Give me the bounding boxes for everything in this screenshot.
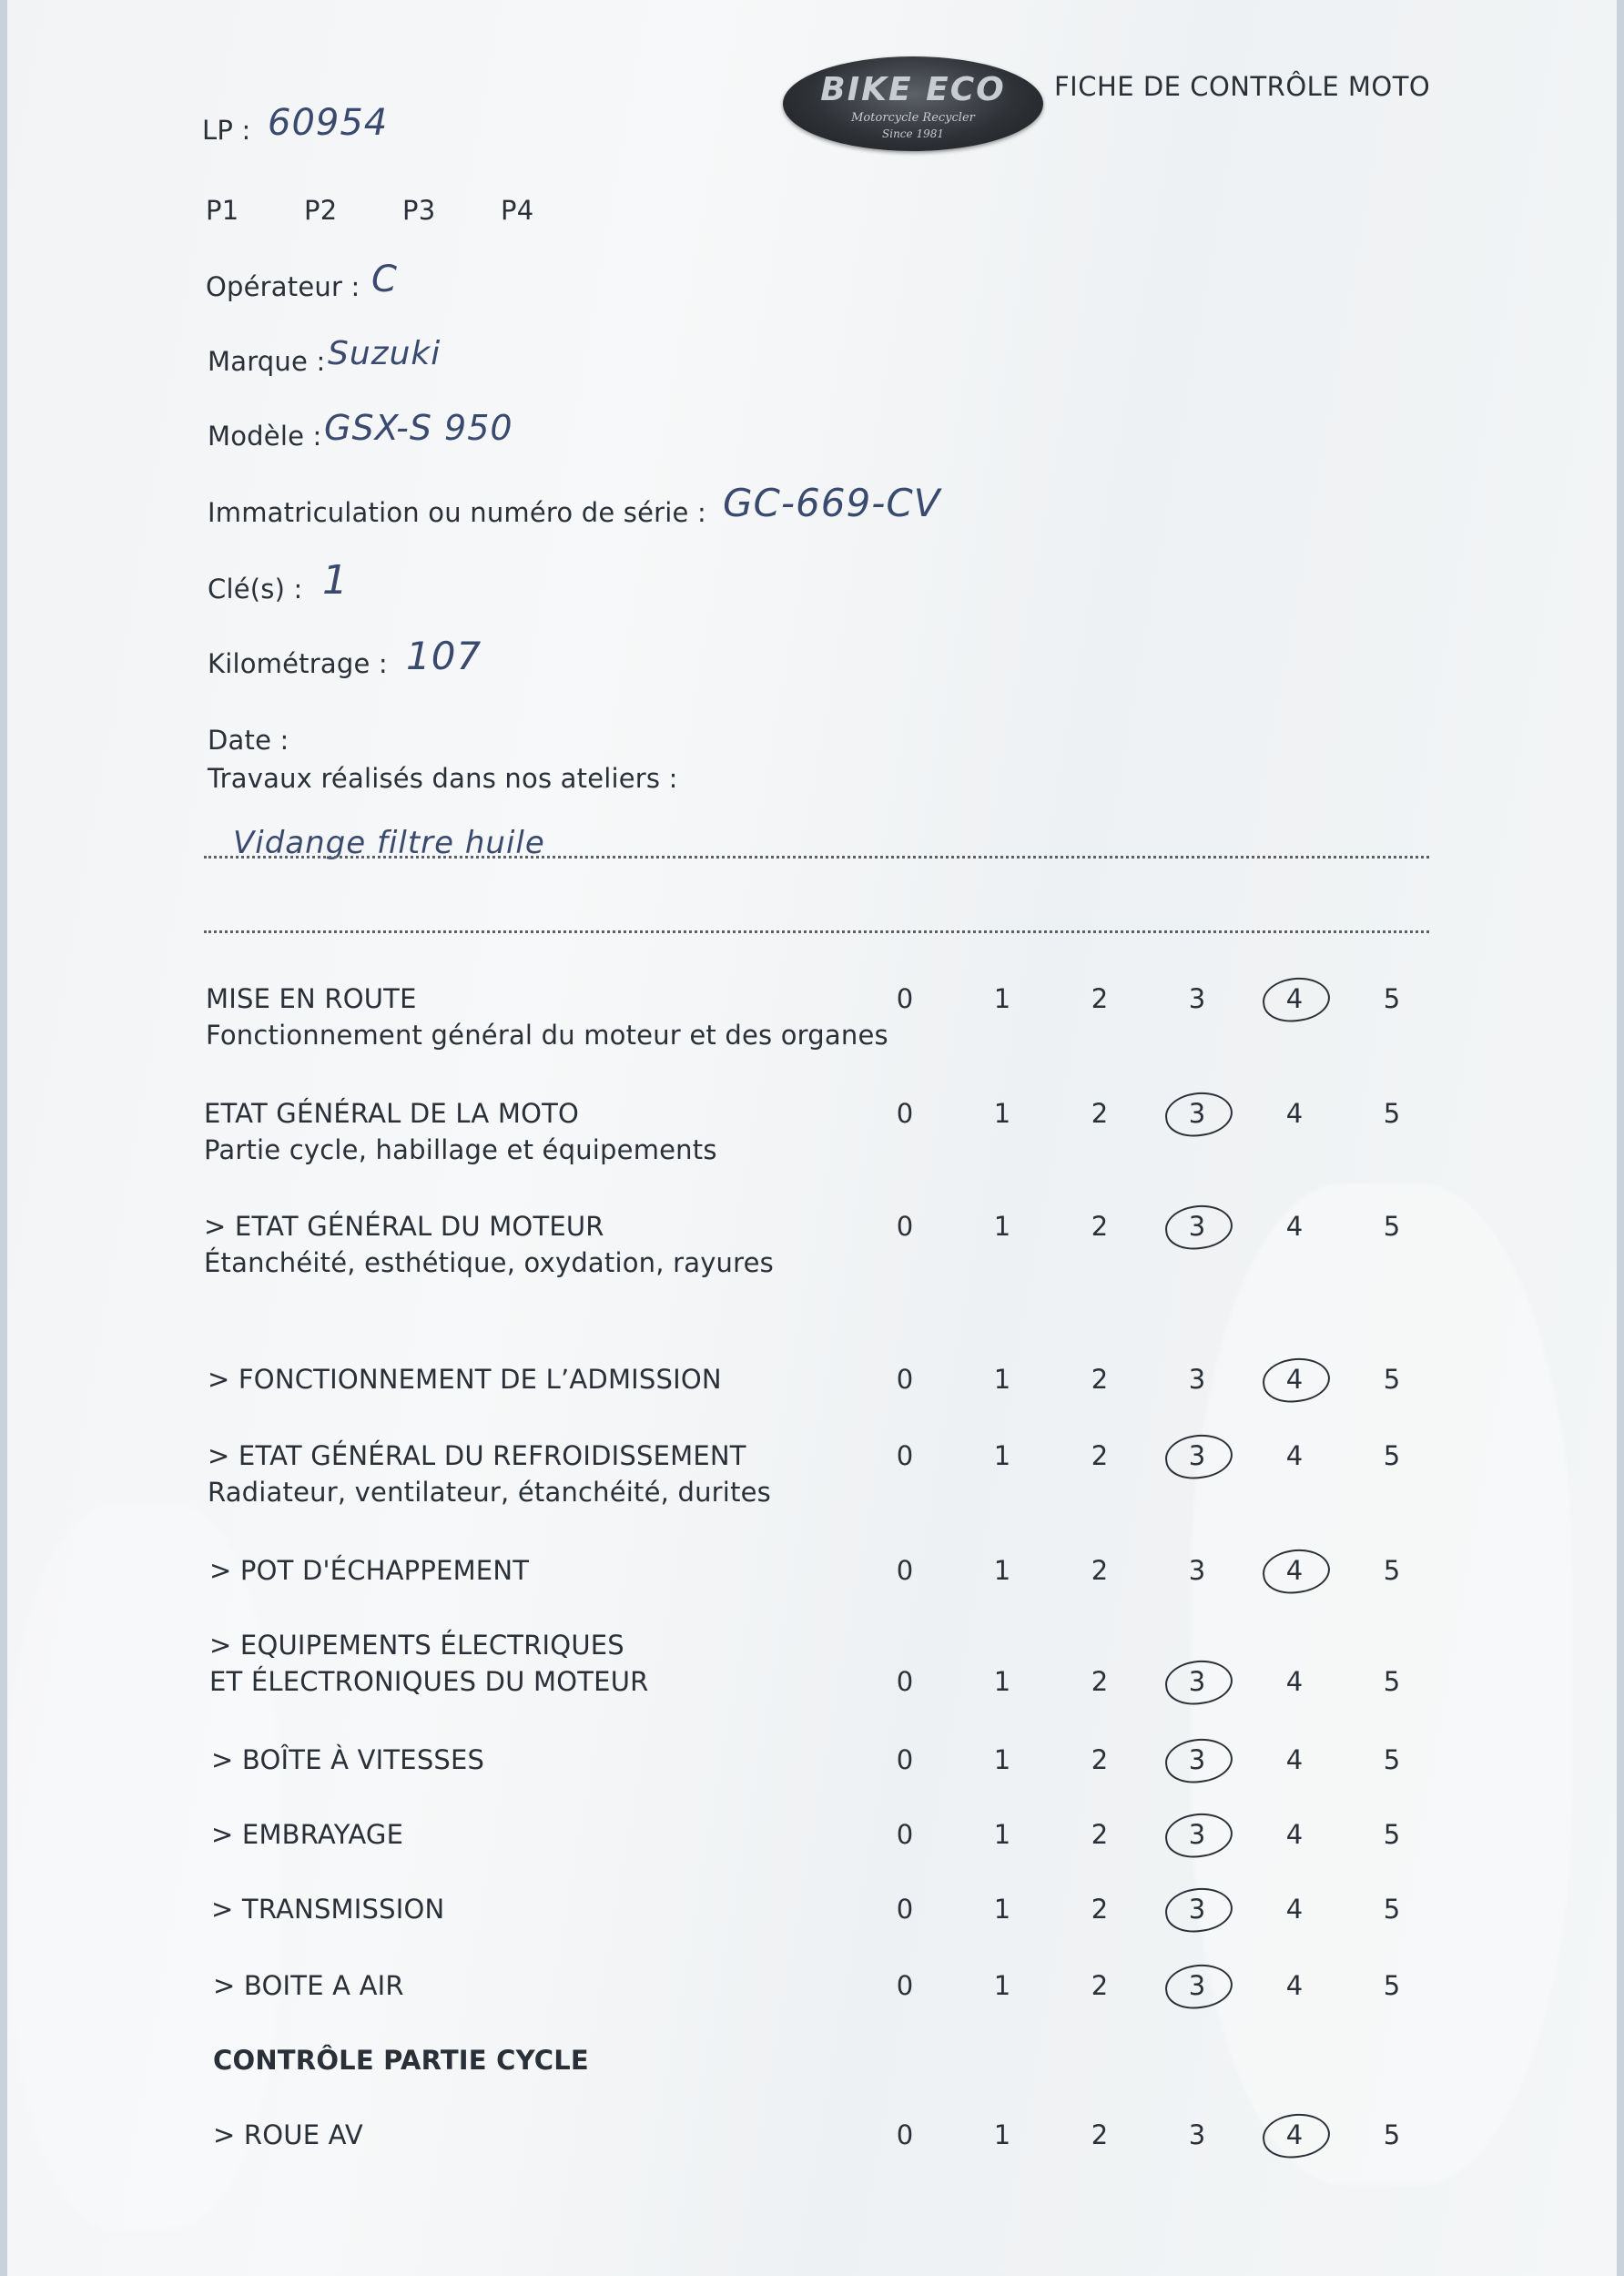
lp-value[interactable]: 60954: [268, 102, 389, 144]
rating-row-10-score-5[interactable]: 5: [1383, 1894, 1401, 1925]
section-title: CONTRÔLE PARTIE CYCLE: [213, 2045, 589, 2076]
rating-row-3-subtitle: Étanchéité, esthétique, oxydation, rayures: [204, 1247, 774, 1278]
rating-row-5-title: > ETAT GÉNÉRAL DU REFROIDISSEMENT: [208, 1440, 746, 1471]
rating-row-10-score-4[interactable]: 4: [1285, 1894, 1304, 1925]
logo-main-text: BIKE ECO: [820, 71, 1006, 108]
rating-row-11-score-5[interactable]: 5: [1383, 1970, 1401, 2001]
rating-row-5-subtitle: Radiateur, ventilateur, étanchéité, durites: [208, 1477, 771, 1508]
operateur-value[interactable]: C: [371, 259, 398, 300]
rating-row-2-score-5[interactable]: 5: [1383, 1098, 1401, 1129]
rating-row-1-score-1[interactable]: 1: [993, 983, 1011, 1014]
rating-row-10-score-1[interactable]: 1: [993, 1894, 1011, 1925]
rating-row-7-score-3[interactable]: 3: [1188, 1666, 1206, 1697]
rating-row-1-score-4[interactable]: 4: [1285, 983, 1304, 1014]
rating-row-8-score-5[interactable]: 5: [1383, 1744, 1401, 1775]
cles-value[interactable]: 1: [322, 557, 349, 604]
rating-row-9-score-3[interactable]: 3: [1188, 1819, 1206, 1850]
rating-row-9-score-5[interactable]: 5: [1383, 1819, 1401, 1850]
rating-row-8-score-1[interactable]: 1: [993, 1744, 1011, 1775]
rating-row-9-score-1[interactable]: 1: [993, 1819, 1011, 1850]
operateur-label: Opérateur :: [206, 271, 360, 302]
rating-row-11-title: > BOITE A AIR: [213, 1970, 404, 2001]
modele-value[interactable]: GSX-S 950: [324, 408, 513, 448]
rating-row-11-score-2[interactable]: 2: [1091, 1970, 1109, 2001]
rating-row-9-score-0[interactable]: 0: [896, 1819, 914, 1850]
logo-sub-text: Motorcycle Recycler: [851, 111, 975, 125]
rating-row-7-title: > EQUIPEMENTS ÉLECTRIQUES: [209, 1630, 624, 1661]
rating-row-4-score-2[interactable]: 2: [1091, 1364, 1109, 1395]
rating-row-3-score-4[interactable]: 4: [1285, 1211, 1304, 1242]
travaux-note[interactable]: Vidange filtre huile: [233, 825, 545, 861]
cycle-row-1-score-1[interactable]: 1: [993, 2119, 1011, 2150]
lp-label: LP :: [202, 115, 251, 146]
rating-row-7-score-4[interactable]: 4: [1285, 1666, 1304, 1697]
cycle-row-1-score-0[interactable]: 0: [896, 2119, 914, 2150]
bike-eco-logo: [783, 56, 1043, 151]
rating-row-4-score-1[interactable]: 1: [993, 1364, 1011, 1395]
rating-row-6-score-5[interactable]: 5: [1383, 1555, 1401, 1586]
rating-row-2-score-4[interactable]: 4: [1285, 1098, 1304, 1129]
rating-row-4-score-0[interactable]: 0: [896, 1364, 914, 1395]
rating-row-10-score-3[interactable]: 3: [1188, 1894, 1206, 1925]
marque-value[interactable]: Suzuki: [328, 335, 442, 372]
rating-row-2-subtitle: Partie cycle, habillage et équipements: [204, 1134, 717, 1165]
rating-row-3-score-0[interactable]: 0: [896, 1211, 914, 1242]
rating-row-9-score-2[interactable]: 2: [1091, 1819, 1109, 1850]
rating-row-7-score-2[interactable]: 2: [1091, 1666, 1109, 1697]
rating-row-5-score-2[interactable]: 2: [1091, 1440, 1109, 1471]
rating-row-5-score-3[interactable]: 3: [1188, 1440, 1206, 1471]
rating-row-1-score-5[interactable]: 5: [1383, 983, 1401, 1014]
rating-row-6-title: > POT D'ÉCHAPPEMENT: [209, 1555, 530, 1586]
rating-row-4-title: > FONCTIONNEMENT DE L’ADMISSION: [208, 1364, 722, 1395]
cycle-row-1-score-3[interactable]: 3: [1188, 2119, 1206, 2150]
rating-row-10-title: > TRANSMISSION: [211, 1894, 445, 1925]
cycle-row-1-title: > ROUE AV: [213, 2119, 363, 2150]
logo-since-text: Since 1981: [882, 127, 944, 140]
modele-label: Modèle :: [208, 421, 322, 452]
rating-row-11-score-4[interactable]: 4: [1285, 1970, 1304, 2001]
rating-row-10-score-0[interactable]: 0: [896, 1894, 914, 1925]
immatriculation-value[interactable]: GC-669-CV: [723, 481, 941, 525]
rating-row-2-score-0[interactable]: 0: [896, 1098, 914, 1129]
rating-row-11-score-0[interactable]: 0: [896, 1970, 914, 2001]
rating-row-3-score-3[interactable]: 3: [1188, 1211, 1206, 1242]
rating-row-5-score-1[interactable]: 1: [993, 1440, 1011, 1471]
cycle-row-1-score-5[interactable]: 5: [1383, 2119, 1401, 2150]
rating-row-5-score-0[interactable]: 0: [896, 1440, 914, 1471]
rating-row-7-subtitle: ET ÉLECTRONIQUES DU MOTEUR: [209, 1666, 649, 1697]
rating-row-2-score-3[interactable]: 3: [1188, 1098, 1206, 1129]
rating-row-10-score-2[interactable]: 2: [1091, 1894, 1109, 1925]
rating-row-2-score-1[interactable]: 1: [993, 1098, 1011, 1129]
rating-row-6-score-1[interactable]: 1: [993, 1555, 1011, 1586]
rating-row-3-score-2[interactable]: 2: [1091, 1211, 1109, 1242]
p-option-1[interactable]: P1: [206, 195, 239, 226]
sheet-title: FICHE DE CONTRÔLE MOTO: [1054, 71, 1431, 102]
rating-row-7-score-1[interactable]: 1: [993, 1666, 1011, 1697]
rating-row-4-score-3[interactable]: 3: [1188, 1364, 1206, 1395]
rating-row-6-score-0[interactable]: 0: [896, 1555, 914, 1586]
rating-row-11-score-3[interactable]: 3: [1188, 1970, 1206, 2001]
rating-row-8-score-4[interactable]: 4: [1285, 1744, 1304, 1775]
marque-label: Marque :: [208, 346, 326, 377]
rating-row-1-title: MISE EN ROUTE: [206, 983, 417, 1014]
p-option-4[interactable]: P4: [501, 195, 534, 226]
rating-row-8-score-0[interactable]: 0: [896, 1744, 914, 1775]
rating-row-1-score-2[interactable]: 2: [1091, 983, 1109, 1014]
rating-row-6-score-2[interactable]: 2: [1091, 1555, 1109, 1586]
rating-row-4-score-5[interactable]: 5: [1383, 1364, 1401, 1395]
rating-row-2-selected-circle: [1162, 1088, 1235, 1141]
date-label: Date :: [208, 725, 289, 756]
rating-row-1-score-0[interactable]: 0: [896, 983, 914, 1014]
rating-row-1-subtitle: Fonctionnement général du moteur et des organes: [206, 1020, 888, 1051]
p-option-3[interactable]: P3: [402, 195, 436, 226]
rating-row-7-score-5[interactable]: 5: [1383, 1666, 1401, 1697]
rating-row-5-score-5[interactable]: 5: [1383, 1440, 1401, 1471]
cycle-row-1-score-4[interactable]: 4: [1285, 2119, 1304, 2150]
immatriculation-label: Immatriculation ou numéro de série :: [208, 497, 706, 528]
rating-row-4-score-4[interactable]: 4: [1285, 1364, 1304, 1395]
dotted-line-1: [204, 856, 1429, 859]
rating-row-9-score-4[interactable]: 4: [1285, 1819, 1304, 1850]
rating-row-3-score-1[interactable]: 1: [993, 1211, 1011, 1242]
dotted-line-2: [204, 930, 1429, 933]
rating-row-3-score-5[interactable]: 5: [1383, 1211, 1401, 1242]
cycle-row-1-score-2[interactable]: 2: [1091, 2119, 1109, 2150]
rating-row-6-score-3[interactable]: 3: [1188, 1555, 1206, 1586]
rating-row-8-title: > BOÎTE À VITESSES: [211, 1744, 485, 1775]
rating-row-1-score-3[interactable]: 3: [1188, 983, 1206, 1014]
rating-row-1-selected-circle: [1260, 973, 1333, 1026]
rating-row-3-title: > ETAT GÉNÉRAL DU MOTEUR: [204, 1211, 604, 1242]
rating-row-2-title: ETAT GÉNÉRAL DE LA MOTO: [204, 1098, 580, 1129]
p-option-2[interactable]: P2: [304, 195, 338, 226]
travaux-label: Travaux réalisés dans nos ateliers :: [208, 763, 678, 794]
rating-row-3-selected-circle: [1162, 1201, 1235, 1254]
cles-label: Clé(s) :: [208, 574, 303, 605]
kilometrage-value[interactable]: 107: [406, 634, 482, 678]
control-sheet: [7, 0, 1617, 2276]
kilometrage-label: Kilométrage :: [208, 648, 388, 679]
rating-row-6-score-4[interactable]: 4: [1285, 1555, 1304, 1586]
rating-row-5-score-4[interactable]: 4: [1285, 1440, 1304, 1471]
rating-row-2-score-2[interactable]: 2: [1091, 1098, 1109, 1129]
rating-row-9-title: > EMBRAYAGE: [211, 1819, 404, 1850]
rating-row-8-score-3[interactable]: 3: [1188, 1744, 1206, 1775]
rating-row-7-score-0[interactable]: 0: [896, 1666, 914, 1697]
rating-row-8-score-2[interactable]: 2: [1091, 1744, 1109, 1775]
rating-row-11-score-1[interactable]: 1: [993, 1970, 1011, 2001]
